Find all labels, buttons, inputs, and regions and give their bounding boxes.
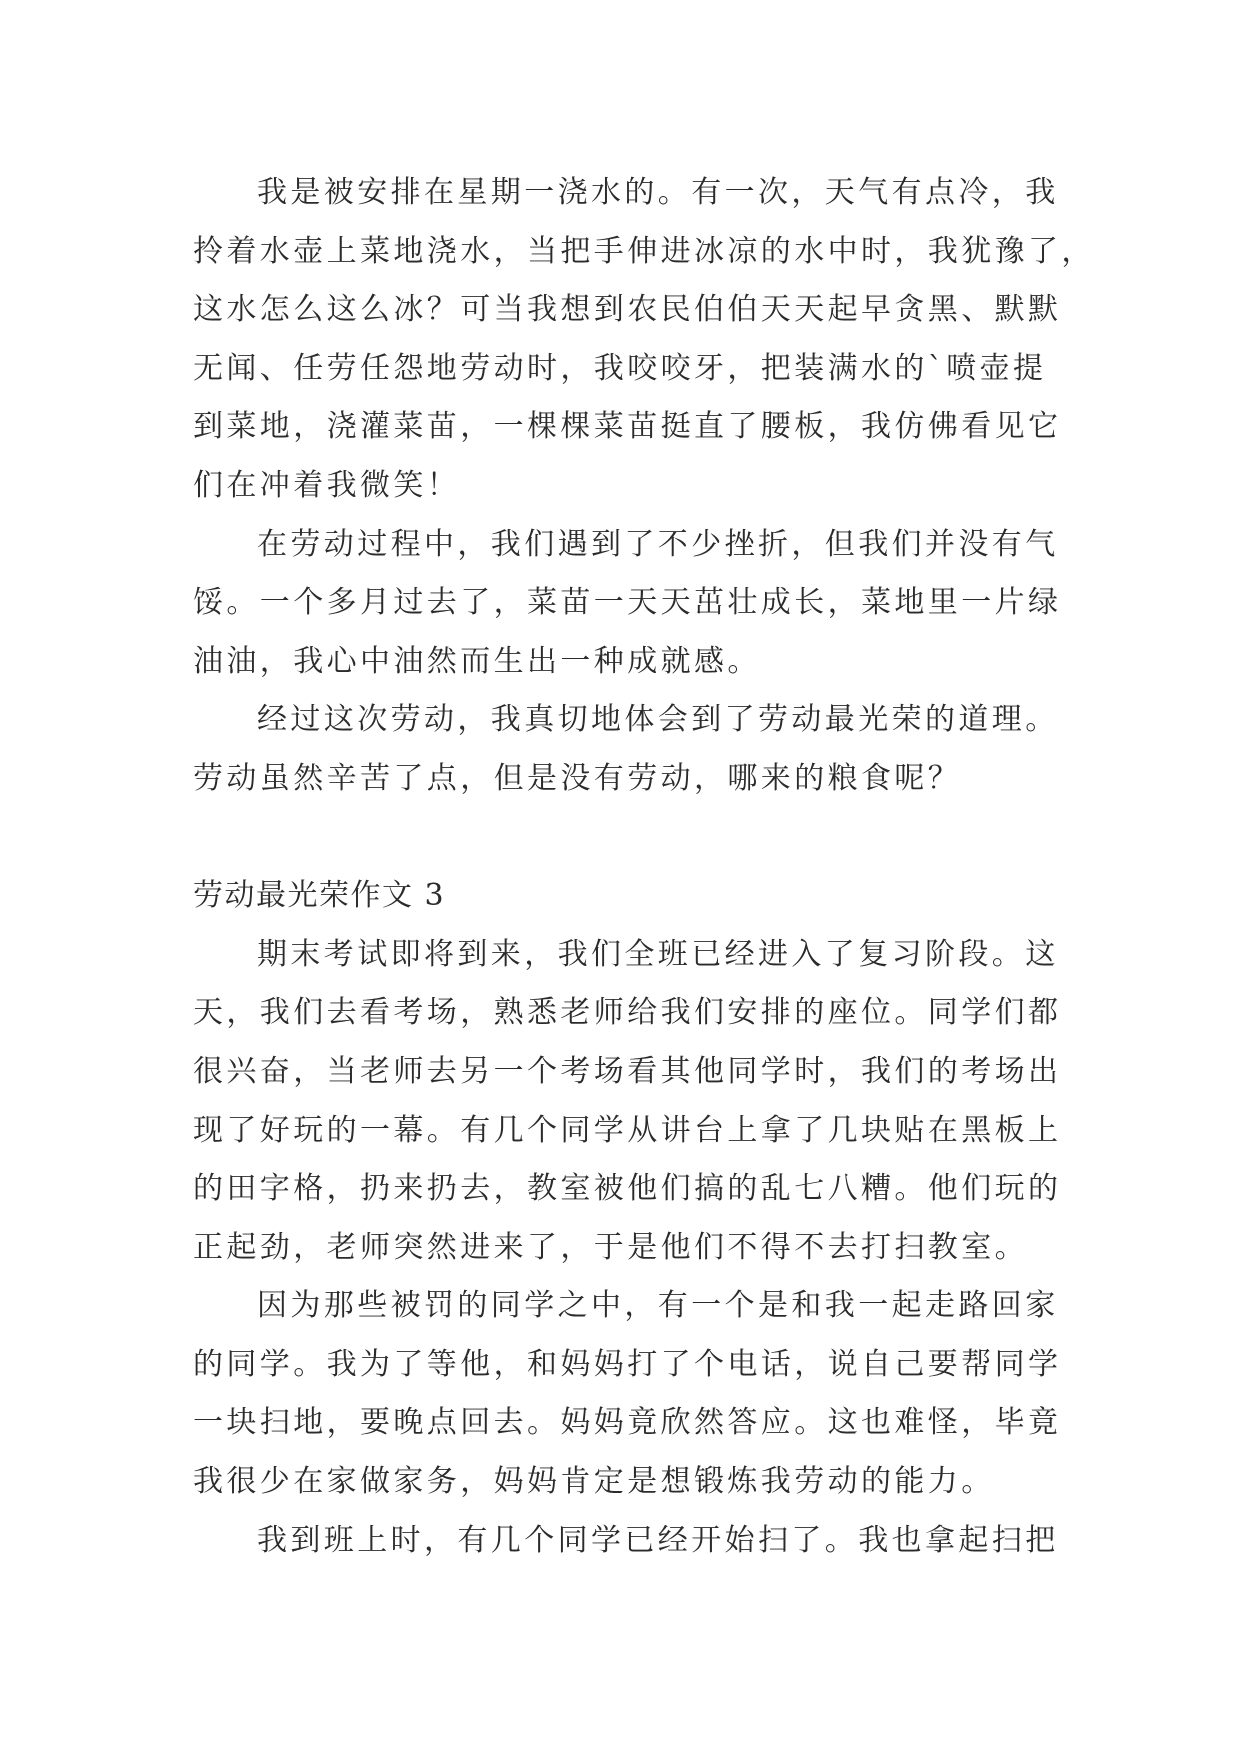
text-line: 在劳动过程中，我们遇到了不少挫折，但我们并没有气 [257,526,1059,562]
text-line: 油油，我心中油然而生出一种成就感。 [193,643,761,679]
text-line: 我很少在家做家务，妈妈肯定是想锻炼我劳动的能力。 [193,1464,995,1500]
text-line: 的同学。我为了等他，和妈妈打了个电话，说自己要帮同学 [193,1346,1062,1382]
text-line: 这水怎么这么冰？可当我想到农民伯伯天天起早贪黑、默默 [193,292,1062,328]
text-line: 们在冲着我微笑！ [193,467,461,503]
text-line: 经过这次劳动，我真切地体会到了劳动最光荣的道理。 [257,702,1059,738]
section-heading: 劳动最光荣作文 3 [193,878,446,914]
text-line: 无闻、任劳任怨地劳动时，我咬咬牙，把装满水的`喷壶提 [193,350,1047,386]
text-line: 到菜地，浇灌菜苗，一棵棵菜苗挺直了腰板，我仿佛看见它 [193,409,1062,445]
section-gap [193,809,1068,868]
text-line: 很兴奋，当老师去另一个考场看其他同学时，我们的考场出 [193,1053,1062,1089]
text-line: 我是被安排在星期一浇水的。有一次，天气有点冷，我 [257,175,1059,210]
text-line: 期末考试即将到来，我们全班已经进入了复习阶段。这 [257,936,1059,972]
text-line: 正起劲，老师突然进来了，于是他们不得不去打扫教室。 [193,1229,1028,1265]
text-line: 拎着水壶上菜地浇水，当把手伸进冰凉的水中时，我犹豫了， [193,233,1095,269]
text-line: 的田字格，扔来扔去，教室被他们搞的乱七八糟。他们玩的 [193,1171,1062,1207]
document-body [193,164,1095,1570]
text-line: 一块扫地，要晚点回去。妈妈竟欣然答应。这也难怪，毕竟 [193,1405,1062,1441]
text-line: 现了好玩的一幕。有几个同学从讲台上拿了几块贴在黑板上 [193,1112,1062,1148]
text-line: 我到班上时，有几个同学已经开始扫了。我也拿起扫把 [257,1522,1059,1558]
text-line: 劳动虽然辛苦了点，但是没有劳动，哪来的粮食呢？ [193,760,962,796]
text-line: 因为那些被罚的同学之中，有一个是和我一起走路回家 [257,1288,1059,1324]
text-line: 馁。一个多月过去了，菜苗一天天茁壮成长，菜地里一片绿 [193,585,1062,621]
text-line: 天，我们去看考场，熟悉老师给我们安排的座位。同学们都 [193,995,1062,1031]
